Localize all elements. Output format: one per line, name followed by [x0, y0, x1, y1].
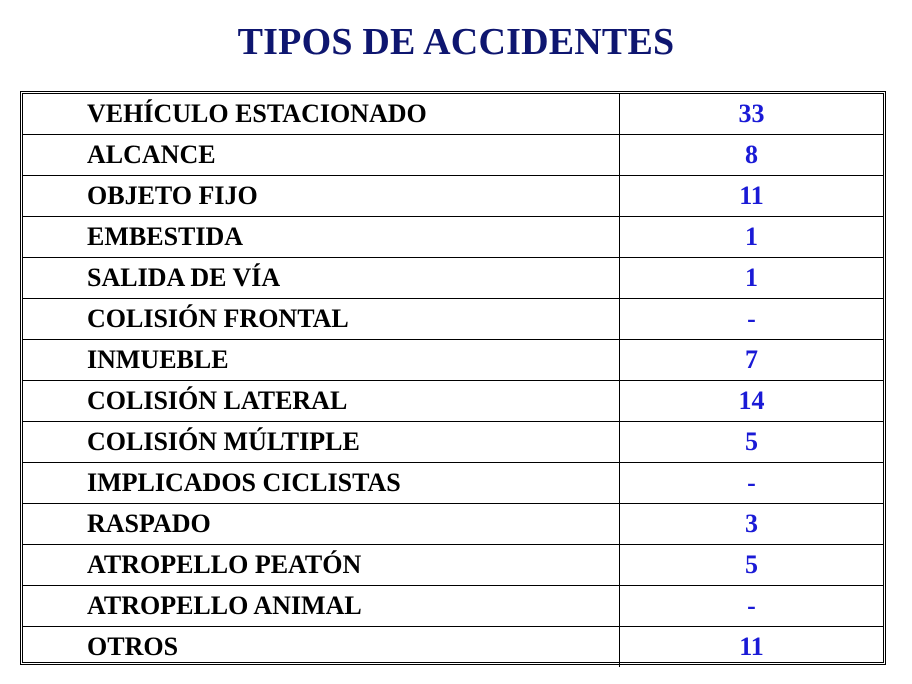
table-row — [23, 463, 883, 504]
table-row — [23, 258, 883, 299]
accident-types-table — [23, 94, 883, 667]
row-value: - — [620, 463, 884, 504]
row-label: ATROPELLO ANIMAL — [23, 586, 620, 627]
row-value: 1 — [620, 258, 884, 299]
row-value: 1 — [620, 217, 884, 258]
row-label: ATROPELLO PEATÓN — [23, 545, 620, 586]
row-label: COLISIÓN FRONTAL — [23, 299, 620, 340]
table-row — [23, 299, 883, 340]
table-row — [23, 586, 883, 627]
row-label: SALIDA DE VÍA — [23, 258, 620, 299]
table-row — [23, 176, 883, 217]
row-value: - — [620, 299, 884, 340]
row-label: OBJETO FIJO — [23, 176, 620, 217]
row-label: COLISIÓN LATERAL — [23, 381, 620, 422]
table-row — [23, 422, 883, 463]
accident-types-table-frame — [20, 91, 886, 665]
row-value: 33 — [620, 94, 884, 135]
row-value: 8 — [620, 135, 884, 176]
row-value: 11 — [620, 627, 884, 668]
row-value: 5 — [620, 422, 884, 463]
table-row — [23, 504, 883, 545]
row-value: 11 — [620, 176, 884, 217]
table-row — [23, 340, 883, 381]
row-label: IMPLICADOS CICLISTAS — [23, 463, 620, 504]
row-label: RASPADO — [23, 504, 620, 545]
row-label: COLISIÓN MÚLTIPLE — [23, 422, 620, 463]
table-row — [23, 94, 883, 135]
row-value: 5 — [620, 545, 884, 586]
row-value: 7 — [620, 340, 884, 381]
table-row — [23, 381, 883, 422]
row-label: ALCANCE — [23, 135, 620, 176]
row-value: 3 — [620, 504, 884, 545]
table-row — [23, 627, 883, 668]
row-label: OTROS — [23, 627, 620, 668]
row-value: - — [620, 586, 884, 627]
page-title: TIPOS DE ACCIDENTES — [237, 21, 675, 63]
table-row — [23, 545, 883, 586]
row-label: VEHÍCULO ESTACIONADO — [23, 94, 620, 135]
table-row — [23, 135, 883, 176]
row-label: EMBESTIDA — [23, 217, 620, 258]
row-value: 14 — [620, 381, 884, 422]
table-row — [23, 217, 883, 258]
row-label: INMUEBLE — [23, 340, 620, 381]
